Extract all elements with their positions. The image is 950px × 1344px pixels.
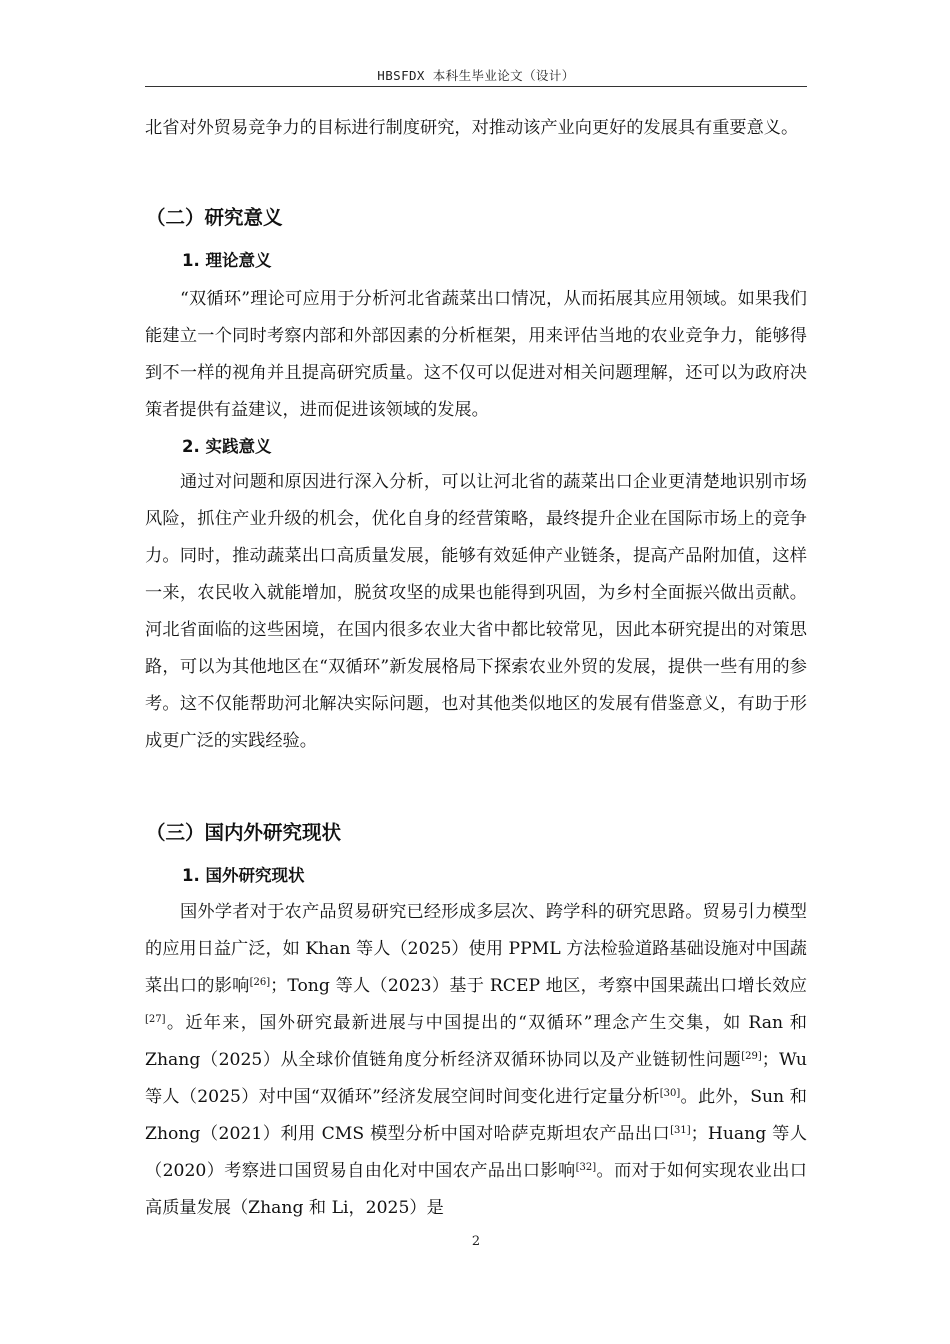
- foreign-research-paragraph: [145, 894, 807, 1227]
- continued-paragraph: [145, 110, 807, 147]
- text-segment: ；Tong 等人（2023）基于 RCEP 地区，考察中国果蔬出口增长效应: [270, 976, 807, 996]
- citation-ref: [29]: [741, 1051, 762, 1062]
- running-header: HBSFDX 本科生毕业论文（设计）: [377, 68, 575, 83]
- text-segment: ；Wu 等人（2025）对中国“双循环”经济发展空间时间变化进行定量分析: [145, 1050, 807, 1107]
- page-number: 2: [471, 1234, 481, 1249]
- practical-significance-paragraph: [145, 464, 807, 760]
- paragraph-text: 北省对外贸易竞争力的目标进行制度研究，对推动该产业向更好的发展具有重要意义。: [145, 118, 799, 138]
- text-segment: 。而对于如何实现农业出口高质量发展（Zhang 和 Li，2025）是: [145, 1161, 807, 1218]
- citation-ref: [31]: [670, 1125, 691, 1136]
- paragraph-text: 通过对问题和原因进行深入分析，可以让河北省的蔬菜出口企业更清楚地识别市场风险，抓住产业升级的机会，优化自身的经营策略，最终提升企业在国际市场上的竞争力。同时，推动蔬菜出口高质量发展，能够有效延伸产业链条，提高产品附加值，这样一来，农民收入就能增加，脱贫攻坚的成果也能得到巩固，为乡村全面振兴做出贡献。河北省面临的这些困境，在国内很多农业大省中都比较常见，因此本研究提出的对策思路，可以为其他地区在“双循环”新发展格局下探索农业外贸的发展，提供一些有用的参考。这不仅能帮助河北解决实际问题，也对其他类似地区的发展有借鉴意义，有助于形成更广泛的实践经验。: [145, 472, 807, 751]
- citation-ref: [30]: [659, 1088, 681, 1099]
- theoretical-significance-paragraph: [145, 281, 807, 429]
- text-segment: 国外学者对于农产品贸易研究已经形成多层次、跨学科的研究思路。贸易引力模型的应用日益广泛，如 Khan 等人（2025）使用 PPML 方法检验道路基础设施对中国蔬菜出口的影响: [145, 902, 807, 996]
- section-heading-research-significance: （二）研究意义: [146, 206, 283, 229]
- subheading-theoretical-significance: 1. 理论意义: [182, 251, 272, 270]
- header-rule: [145, 86, 807, 87]
- text-segment: 。近年来，国外研究最新进展与中国提出的“双循环”理念产生交集，如 Ran 和 Zhang（2025）从全球价值链角度分析经济双循环协同以及产业链韧性问题: [145, 1013, 807, 1070]
- citation-ref: [27]: [145, 1014, 166, 1025]
- subheading-foreign-research: 1. 国外研究现状: [182, 866, 305, 885]
- text-segment: ；Huang 等人（2020）考察进口国贸易自由化对中国农产品出口影响: [145, 1124, 808, 1181]
- subheading-practical-significance: 2. 实践意义: [182, 437, 272, 456]
- section-heading-research-status: （三）国内外研究现状: [146, 821, 342, 844]
- text-segment: 。此外，Sun 和 Zhong（2021）利用 CMS 模型分析中国对哈萨克斯坦农产品出口: [145, 1087, 807, 1144]
- citation-ref: [26]: [249, 977, 271, 988]
- citation-ref: [32]: [575, 1162, 597, 1173]
- paragraph-text: “双循环”理论可应用于分析河北省蔬菜出口情况，从而拓展其应用领域。如果我们能建立一个同时考察内部和外部因素的分析框架，用来评估当地的农业竞争力，能够得到不一样的视角并且提高研究质量。这不仅可以促进对相关问题理解，还可以为政府决策者提供有益建议，进而促进该领域的发展。: [145, 289, 807, 420]
- paragraph-text: [145, 894, 807, 1227]
